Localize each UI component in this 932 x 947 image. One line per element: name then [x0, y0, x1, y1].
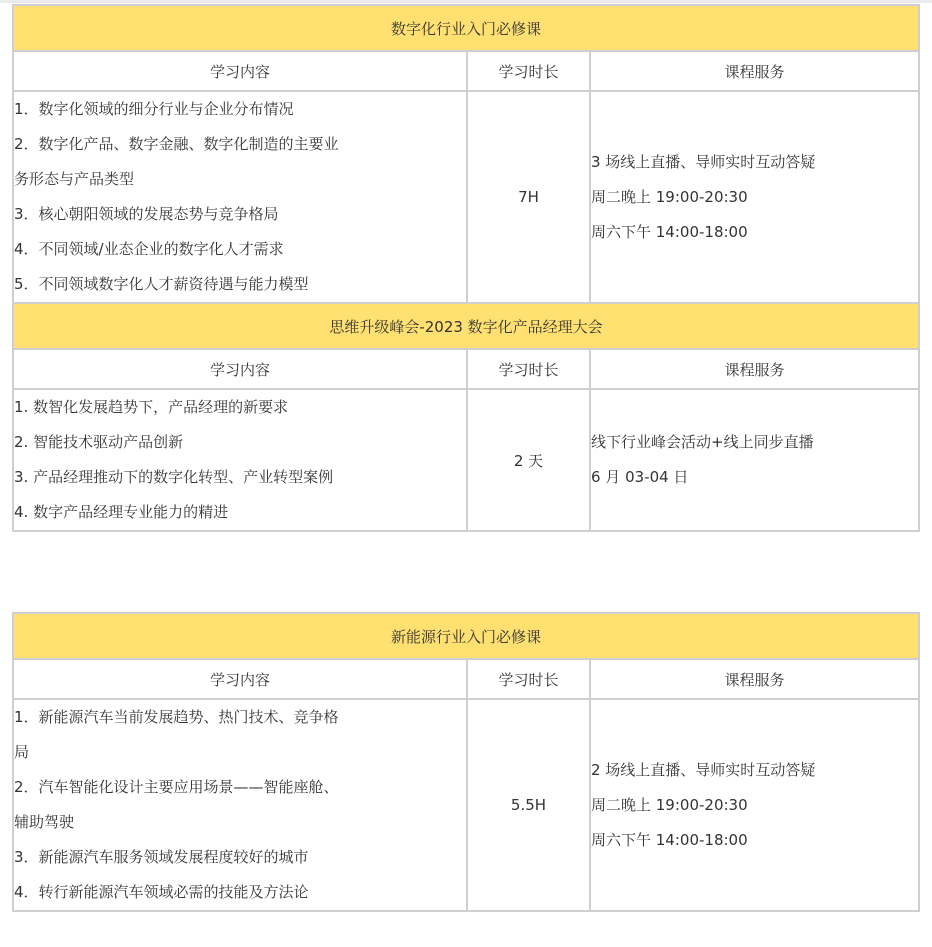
content-line: 3. 产品经理推动下的数字化转型、产业转型案例 [14, 468, 334, 486]
header-duration: 学习时长 [467, 51, 590, 91]
content-line: 1．数字化领域的细分行业与企业分布情况 [14, 100, 294, 118]
duration-value: 2 天 [467, 389, 590, 531]
header-duration: 学习时长 [467, 659, 590, 699]
content-line: 2. 智能技术驱动产品创新 [14, 433, 184, 451]
duration-value: 5.5H [467, 699, 590, 911]
content-line: 局 [14, 743, 30, 761]
content-line: 1．新能源汽车当前发展趋势、热门技术、竞争格 [14, 708, 339, 726]
header-content: 学习内容 [13, 51, 467, 91]
header-services: 课程服务 [590, 659, 919, 699]
service-line: 6 月 03-04 日 [591, 468, 689, 486]
content-cell [13, 91, 467, 303]
header-duration: 学习时长 [467, 349, 590, 389]
service-line: 周二晚上 19:00-20:30 [591, 187, 748, 206]
service-line: 周二晚上 19:00-20:30 [591, 795, 748, 814]
service-line: 周六下午 14:00-18:00 [591, 830, 748, 849]
content-cell [13, 389, 467, 531]
course-title: 新能源行业入门必修课 [13, 613, 919, 659]
content-line: 5．不同领域数字化人才薪资待遇与能力模型 [14, 275, 309, 293]
course-table-new-energy [12, 612, 920, 912]
service-line: 3 场线上直播、导师实时互动答疑 [591, 152, 816, 171]
content-line: 2．汽车智能化设计主要应用场景——智能座舱、 [14, 778, 339, 796]
header-content: 学习内容 [13, 349, 467, 389]
services-cell [590, 389, 919, 531]
service-line: 2 场线上直播、导师实时互动答疑 [591, 760, 816, 779]
header-services: 课程服务 [590, 349, 919, 389]
header-content: 学习内容 [13, 659, 467, 699]
course-table-digital-intro [12, 4, 920, 532]
content-line: 务形态与产品类型 [14, 170, 135, 188]
service-line: 周六下午 14:00-18:00 [591, 222, 748, 241]
top-divider [0, 0, 932, 3]
content-line: 3．核心朝阳领域的发展态势与竞争格局 [14, 205, 279, 223]
duration-value: 7H [467, 91, 590, 303]
service-line: 线下行业峰会活动+线上同步直播 [591, 433, 814, 451]
content-line: 3．新能源汽车服务领域发展程度较好的城市 [14, 848, 309, 866]
course-title: 思维升级峰会-2023 数字化产品经理大会 [13, 303, 919, 349]
content-line: 2．数字化产品、数字金融、数字化制造的主要业 [14, 135, 339, 153]
content-line: 1. 数智化发展趋势下，产品经理的新要求 [14, 398, 289, 416]
services-cell [590, 699, 919, 911]
content-line: 辅助驾驶 [14, 813, 75, 831]
content-line: 4．转行新能源汽车领域必需的技能及方法论 [14, 883, 309, 901]
services-cell [590, 91, 919, 303]
content-line: 4. 数字产品经理专业能力的精进 [14, 503, 229, 521]
content-cell [13, 699, 467, 911]
content-line: 4．不同领域/业态企业的数字化人才需求 [14, 240, 284, 258]
header-services: 课程服务 [590, 51, 919, 91]
course-title: 数字化行业入门必修课 [13, 5, 919, 51]
